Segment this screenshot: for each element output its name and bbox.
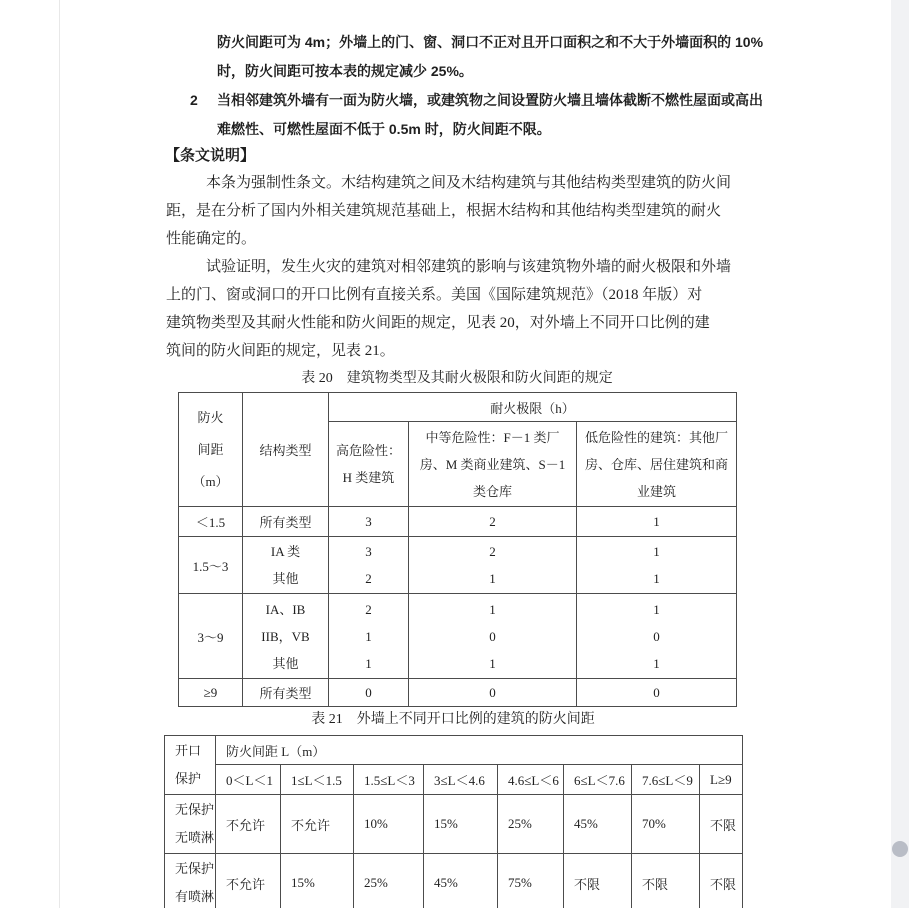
table-20 (178, 392, 737, 707)
table-row (179, 507, 737, 537)
t20-header-high-hazard (329, 422, 409, 507)
clause-item2 (217, 86, 763, 144)
explanation-paragraph-2 (166, 253, 731, 365)
t21-cell: 不限 (700, 795, 743, 854)
t21-range-header: 1≤L＜1.5 (281, 765, 354, 795)
cell-line: 无保护 (175, 861, 215, 876)
cell-line: 0 (653, 628, 660, 644)
paragraph-line: 筑间的防火间距的规定，见表 21。 (166, 343, 395, 359)
explanation-paragraph-1 (166, 169, 731, 253)
t21-cell: 25% (354, 854, 424, 908)
cell-line: IA、IB (265, 601, 306, 617)
table-row (165, 795, 743, 854)
t21-range-header: 1.5≤L＜3 (354, 765, 424, 795)
scrollbar-track[interactable] (891, 0, 909, 908)
cell-line: 高危险性： (335, 443, 401, 458)
t20-cell: ≥9 (179, 679, 243, 707)
scrollbar-thumb[interactable] (892, 841, 908, 857)
t20-cell (409, 537, 577, 594)
t20-header-low-hazard (577, 422, 737, 507)
cell-line: 其他 (272, 571, 299, 586)
cell-line: 类仓库 (472, 483, 512, 499)
cell-line: 2 (489, 544, 496, 559)
cell-line: 保护 (175, 771, 202, 786)
cell-line: 开口 (175, 743, 202, 758)
t20-cell (409, 594, 577, 679)
t20-cell: 3 (329, 507, 409, 537)
paragraph-line: 建筑物类型及其耐火性能和防火间距的规定，见表 20，对外墙上不同开口比例的建 (166, 315, 710, 331)
paragraph-line: 性能确定的。 (166, 231, 257, 247)
t21-range-header: L≥9 (700, 765, 743, 795)
cell-line: 1 (365, 628, 372, 644)
t20-cell (329, 537, 409, 594)
table-20-caption: 表 20 建筑物类型及其耐火极限和防火间距的规定 (301, 371, 613, 386)
cell-line: 1 (365, 655, 372, 671)
t21-cell: 不限 (700, 854, 743, 908)
page-left-edge-divider (59, 0, 60, 908)
t21-cell: 75% (498, 854, 564, 908)
t21-range-header: 0＜L＜1 (216, 765, 281, 795)
t20-cell: 所有类型 (243, 507, 329, 537)
cell-line: 房、仓库、居住建筑和商 (584, 456, 728, 472)
t21-cell: 不限 (632, 854, 700, 908)
cell-line: 2 (365, 571, 372, 586)
cell-line: 无喷淋 (175, 830, 215, 845)
t20-header-medium-hazard (409, 422, 577, 507)
t21-cell: 25% (498, 795, 564, 854)
cell-line: 1 (653, 571, 660, 586)
clause-line: 时，防火间距可按本表的规定减少 25%。 (217, 63, 473, 79)
explanation-heading: 【条文说明】 (165, 147, 256, 164)
clause-line: 防火间距可为 4m；外墙上的门、窗、洞口不正对且开口面积之和不大于外墙面积的 10% (217, 34, 764, 50)
clause-item1-continuation (217, 28, 763, 86)
t21-cell: 不允许 (216, 854, 281, 908)
t20-cell: 1.5～3 (179, 537, 243, 594)
table-row (165, 765, 743, 795)
cell-line: IIB，VB (261, 628, 310, 644)
t20-header-fire-distance (179, 393, 243, 507)
t21-cell: 15% (424, 795, 498, 854)
t21-range-header: 4.6≤L＜6 (498, 765, 564, 795)
clause-line: 难燃性、可燃性屋面不低于 0.5m 时，防火间距不限。 (217, 121, 551, 137)
t21-row-label (165, 854, 216, 908)
clause-item2-number: 2 (190, 92, 198, 108)
cell-line: 房、M 类商业建筑、S－1 (419, 456, 566, 472)
t20-cell (577, 594, 737, 679)
t21-cell: 不允许 (216, 795, 281, 854)
cell-line: 防火 (197, 409, 224, 425)
table-21 (164, 735, 743, 908)
t21-range-header: 3≤L＜4.6 (424, 765, 498, 795)
t21-cell: 不允许 (281, 795, 354, 854)
t21-cell: 不限 (564, 854, 632, 908)
cell-line: H 类建筑 (342, 470, 395, 485)
t20-cell (329, 594, 409, 679)
cell-line: 1 (489, 601, 496, 617)
cell-line: 0 (489, 628, 496, 644)
cell-line: 无保护 (175, 802, 215, 817)
t20-cell: ＜1.5 (179, 507, 243, 537)
table-row (179, 537, 737, 594)
cell-line: 业建筑 (636, 483, 676, 499)
t20-cell (243, 537, 329, 594)
table-row (179, 679, 737, 707)
paragraph-line: 试验证明，发生火灾的建筑对相邻建筑的影响与该建筑物外墙的耐火极限和外墙 (206, 259, 732, 275)
t20-cell: 0 (577, 679, 737, 707)
t20-header-fire-resistance-group: 耐火极限（h） (329, 393, 737, 422)
cell-line: 中等危险性：F－1 类厂 (425, 429, 560, 445)
t21-cell: 15% (281, 854, 354, 908)
t20-cell: 2 (409, 507, 577, 537)
cell-line: 其他 (272, 655, 299, 671)
t20-cell (243, 594, 329, 679)
table-row (165, 854, 743, 908)
table-row (179, 594, 737, 679)
table-21-caption: 表 21 外墙上不同开口比例的建筑的防火间距 (311, 712, 595, 727)
cell-line: 间距 (197, 441, 224, 457)
t20-cell: 1 (577, 507, 737, 537)
cell-line: IA 类 (270, 544, 301, 559)
paragraph-line: 本条为强制性条文。木结构建筑之间及木结构建筑与其他结构类型建筑的防火间 (206, 175, 732, 191)
t21-range-header: 6≤L＜7.6 (564, 765, 632, 795)
cell-line: 1 (489, 655, 496, 671)
cell-line: 1 (653, 655, 660, 671)
cell-line: 2 (365, 601, 372, 617)
t20-header-structure-type: 结构类型 (243, 393, 329, 507)
cell-line: （m） (192, 473, 229, 489)
t21-header-distance-group: 防火间距 L（m） (216, 736, 743, 765)
clause-line: 当相邻建筑外墙有一面为防火墙，或建筑物之间设置防火墙且墙体截断不燃性屋面或高出 (217, 92, 763, 108)
cell-line: 有喷淋 (175, 889, 215, 904)
t20-cell: 0 (409, 679, 577, 707)
cell-line: 1 (653, 601, 660, 617)
t21-range-header: 7.6≤L＜9 (632, 765, 700, 795)
cell-line: 低危险性的建筑：其他厂 (584, 429, 728, 445)
t20-cell (577, 537, 737, 594)
paragraph-line: 距，是在分析了国内外相关建筑规范基础上，根据木结构和其他结构类型建筑的耐火 (166, 203, 722, 219)
t21-header-opening-protection (165, 736, 216, 795)
t20-cell: 0 (329, 679, 409, 707)
t21-cell: 45% (424, 854, 498, 908)
cell-line: 1 (653, 544, 660, 559)
paragraph-line: 上的门、窗或洞口的开口比例有直接关系。美国《国际建筑规范》（2018 年版）对 (166, 287, 703, 303)
cell-line: 3 (365, 544, 372, 559)
cell-line: 1 (489, 571, 496, 586)
t21-cell: 70% (632, 795, 700, 854)
t21-cell: 45% (564, 795, 632, 854)
t21-row-label (165, 795, 216, 854)
t21-cell: 10% (354, 795, 424, 854)
t20-cell: 3～9 (179, 594, 243, 679)
t20-cell: 所有类型 (243, 679, 329, 707)
